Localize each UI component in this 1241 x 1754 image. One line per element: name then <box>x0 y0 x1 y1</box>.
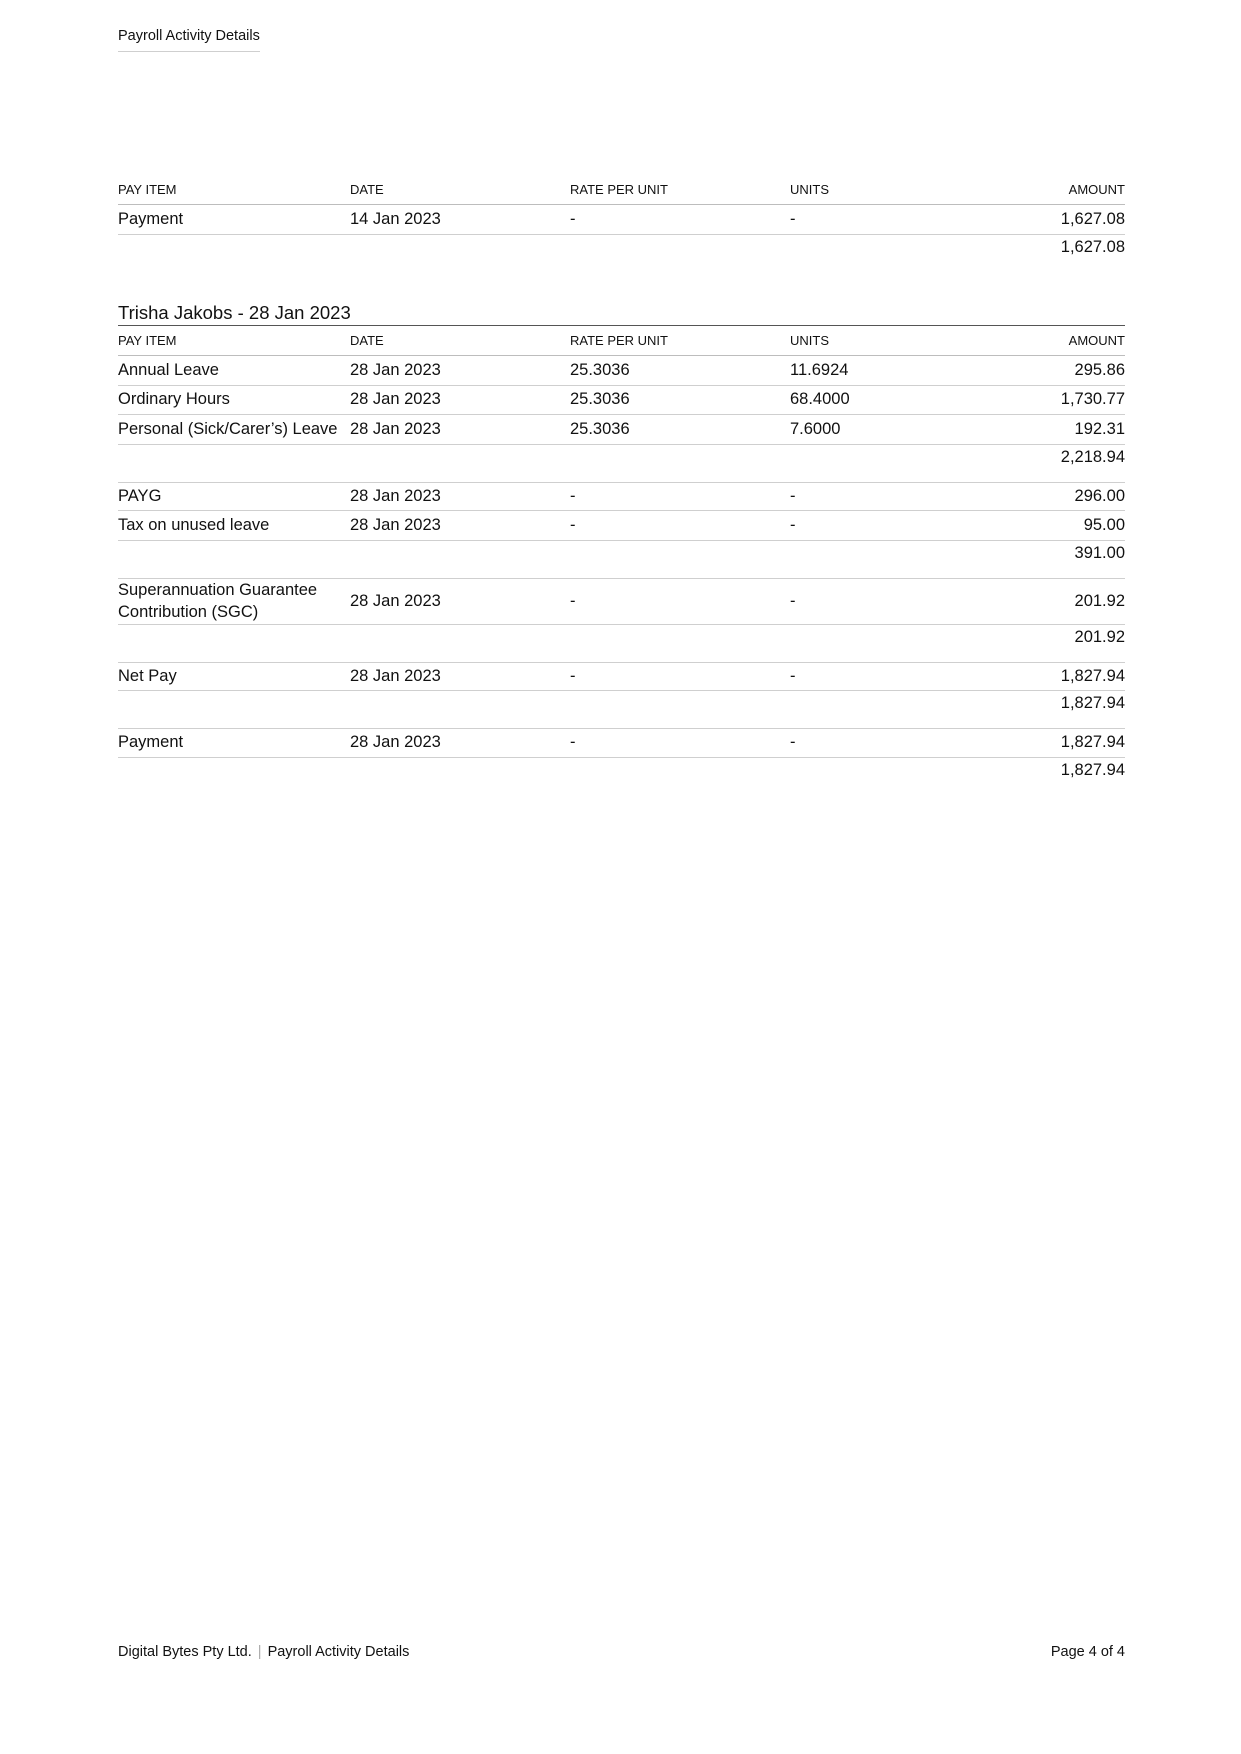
rate: - <box>570 666 576 685</box>
group-gap <box>118 470 1125 482</box>
top-pay-table <box>118 175 1125 260</box>
amount: 95.00 <box>1083 515 1125 534</box>
group-gap <box>118 716 1125 728</box>
col-rate: RATE PER UNIT <box>570 182 668 197</box>
rate: 25.3036 <box>570 419 630 438</box>
date: 28 Jan 2023 <box>350 390 441 409</box>
table-row <box>118 511 1125 541</box>
units: 11.6924 <box>790 360 849 379</box>
page-number: Page 4 of 4 <box>1050 1644 1125 1660</box>
date: 28 Jan 2023 <box>350 666 441 685</box>
table-row <box>118 386 1125 416</box>
date: 14 Jan 2023 <box>350 209 441 228</box>
subtotal: 1,827.94 <box>1060 694 1125 712</box>
units: 68.4000 <box>790 390 850 409</box>
pay-item: Payment <box>118 209 184 228</box>
subtotal: 1,627.08 <box>1060 237 1125 256</box>
table-row <box>118 482 1125 512</box>
amount: 1,730.77 <box>1060 390 1125 409</box>
amount: 192.31 <box>1074 419 1125 438</box>
company-name: Digital Bytes Pty Ltd. <box>118 1644 252 1660</box>
col-units: UNITS <box>790 333 829 348</box>
footer-separator: | <box>257 1644 262 1660</box>
col-rate: RATE PER UNIT <box>570 333 668 348</box>
group-gap <box>118 650 1125 662</box>
col-pay-item: PAY ITEM <box>118 182 177 197</box>
pay-item: Tax on unused leave <box>118 515 270 534</box>
table-header <box>118 175 1125 205</box>
rate: 25.3036 <box>570 360 630 379</box>
footer-left <box>118 1644 409 1660</box>
units: - <box>790 733 796 752</box>
amount: 296.00 <box>1074 486 1125 505</box>
table-row <box>118 578 1125 625</box>
report-name: Payroll Activity Details <box>267 1644 410 1660</box>
amount: 1,627.08 <box>1060 209 1125 228</box>
page-footer <box>118 1644 1125 1660</box>
group-gap <box>118 566 1125 578</box>
amount: 1,827.94 <box>1060 666 1125 685</box>
pay-item: Payment <box>118 733 184 752</box>
date: 28 Jan 2023 <box>350 360 441 379</box>
subtotal: 391.00 <box>1074 543 1125 562</box>
rate: - <box>570 591 576 610</box>
pay-item: Annual Leave <box>118 360 219 379</box>
units: 7.6000 <box>790 419 841 438</box>
units: - <box>790 591 796 610</box>
rate: - <box>570 209 576 228</box>
col-amount: AMOUNT <box>1068 182 1125 197</box>
pay-item: Net Pay <box>118 666 177 685</box>
pay-item: Superannuation Guarantee Contribution (SGC) <box>118 581 318 621</box>
units: - <box>790 666 796 685</box>
rate: - <box>570 486 576 505</box>
subtotal: 2,218.94 <box>1060 447 1125 466</box>
date: 28 Jan 2023 <box>350 486 441 505</box>
table-row <box>118 662 1125 692</box>
col-units: UNITS <box>790 182 829 197</box>
units: - <box>790 486 796 505</box>
table-row <box>118 728 1125 758</box>
subtotal: 1,827.94 <box>1060 760 1125 779</box>
date: 28 Jan 2023 <box>350 733 441 752</box>
date: 28 Jan 2023 <box>350 419 441 438</box>
employee-pay-section <box>118 302 1125 783</box>
table-row <box>118 356 1125 386</box>
units: - <box>790 515 796 534</box>
rate: - <box>570 515 576 534</box>
col-pay-item: PAY ITEM <box>118 333 177 348</box>
table-header <box>118 326 1125 356</box>
col-date: DATE <box>350 182 384 197</box>
date: 28 Jan 2023 <box>350 591 441 610</box>
amount: 295.86 <box>1074 360 1125 379</box>
subtotal: 201.92 <box>1074 627 1125 646</box>
pay-item: Personal (Sick/Carer’s) Leave <box>118 419 338 438</box>
table-row <box>118 415 1125 445</box>
amount: 1,827.94 <box>1060 733 1125 752</box>
rate: 25.3036 <box>570 390 630 409</box>
table-row <box>118 205 1125 235</box>
rate: - <box>570 733 576 752</box>
date: 28 Jan 2023 <box>350 515 441 534</box>
pay-item: Ordinary Hours <box>118 390 230 409</box>
page-header-title: Payroll Activity Details <box>118 28 260 52</box>
units: - <box>790 209 796 228</box>
col-date: DATE <box>350 333 384 348</box>
col-amount: AMOUNT <box>1068 333 1125 348</box>
section-title: Trisha Jakobs - 28 Jan 2023 <box>118 302 1125 326</box>
pay-item: PAYG <box>118 486 162 505</box>
amount: 201.92 <box>1074 591 1125 610</box>
